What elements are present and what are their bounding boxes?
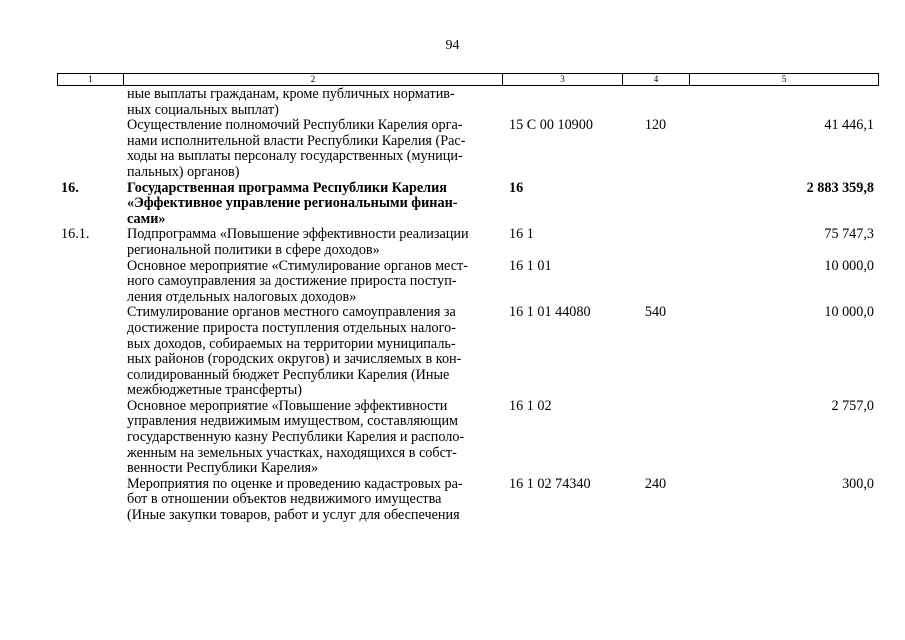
row-number — [57, 305, 123, 399]
row-expense-type — [622, 87, 689, 118]
row-code — [502, 87, 622, 118]
row-description: Стимулирование органов местного самоуправления за достижение прироста поступления отдельных налого- вых доходов, собираемых на территории муниципаль- ных районов (городских округов) и зачисляемых в кон- солидированный бюджет Республики Карелия (Иные межбюджетные трансферты) — [127, 304, 462, 399]
table-row — [57, 181, 879, 228]
column-header-cell: 4 — [623, 74, 690, 86]
row-expense-type — [622, 181, 689, 228]
row-code: 16 1 01 — [509, 257, 552, 274]
row-code: 16 1 02 — [509, 397, 552, 414]
row-code: 15 С 00 10900 — [509, 117, 593, 134]
row-number — [57, 399, 123, 477]
row-description: Государственная программа Республики Карелия «Эффективное управление региональными финан- сами» — [127, 179, 458, 227]
row-code: 16 1 01 44080 — [509, 304, 591, 321]
row-number — [57, 259, 123, 306]
column-header-table — [57, 73, 879, 86]
row-code: 16 — [509, 179, 524, 196]
row-description: Мероприятия по оценке и проведению кадастровых ра- бот в отношении объектов недвижимого имущества (Иные закупки товаров, работ и услуг для обеспечения — [127, 475, 463, 524]
row-amount: 10 000,0 — [824, 304, 874, 321]
row-code: 16 1 — [509, 226, 534, 243]
column-header-row — [58, 74, 879, 86]
row-amount: 2 757,0 — [831, 397, 874, 414]
row-number — [57, 477, 123, 524]
row-amount: 10 000,0 — [824, 257, 874, 274]
row-expense-type: 540 — [644, 304, 667, 321]
table-row — [57, 87, 879, 118]
row-amount: 300,0 — [842, 475, 874, 492]
table-body — [57, 87, 879, 524]
column-header-cell: 5 — [690, 74, 879, 86]
row-description: Основное мероприятие «Повышение эффективности управления недвижимым имуществом, составляющим государственную казну Республики Карелия и располо- женным на земельных участках, находящихся в собст- венности Республики Карелия» — [127, 397, 465, 477]
row-expense-type — [622, 399, 689, 477]
row-expense-type: 240 — [644, 475, 667, 492]
row-amount: 2 883 359,8 — [806, 179, 874, 196]
row-number — [57, 118, 123, 180]
page-number: 94 — [445, 38, 460, 53]
table-row — [57, 305, 879, 399]
row-description: Основное мероприятие «Стимулирование органов мест- ного самоуправления за достижение прироста поступ- ления отдельных налоговых доходов» — [127, 257, 468, 305]
column-header-cell: 2 — [124, 74, 503, 86]
row-amount: 41 446,1 — [824, 117, 874, 134]
row-description: Подпрограмма «Повышение эффективности реализации региональной политики в сфере доходов» — [127, 226, 469, 258]
row-amount — [689, 87, 879, 118]
row-amount: 75 747,3 — [824, 226, 874, 243]
row-description: ные выплаты гражданам, кроме публичных норматив- ных социальных выплат) — [127, 86, 455, 118]
row-expense-type — [622, 259, 689, 306]
row-number — [57, 87, 123, 118]
table-row — [57, 227, 879, 258]
row-description: Осуществление полномочий Республики Карелия орга- нами исполнительной власти Республики Карелия (Рас- ходы на выплаты персоналу государственных (муници- пальных) органов) — [127, 117, 466, 180]
row-expense-type — [622, 227, 689, 258]
table-row — [57, 477, 879, 524]
table-row — [57, 259, 879, 306]
table-row — [57, 399, 879, 477]
row-code: 16 1 02 74340 — [509, 475, 591, 492]
row-number: 16.1. — [61, 226, 90, 243]
column-header-cell: 3 — [503, 74, 623, 86]
row-expense-type: 120 — [644, 117, 667, 134]
row-number: 16. — [61, 179, 79, 196]
table-row — [57, 118, 879, 180]
column-header-cell: 1 — [58, 74, 124, 86]
